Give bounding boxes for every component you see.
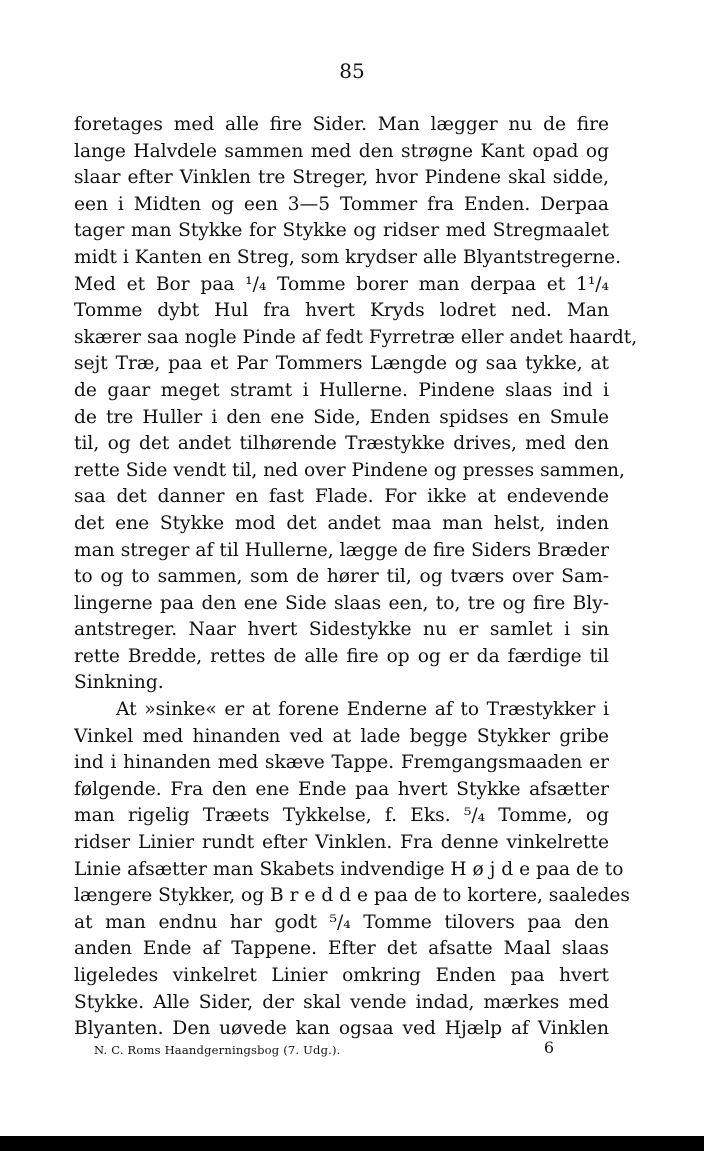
text-line: Blyanten. Den uøvede kan ogsaa ved Hjælp af Vinklen — [74, 1018, 609, 1040]
text-line: ridser Linier rundt efter Vinklen. Fra denne vinkelrette — [74, 832, 609, 854]
text-line: rette Bredde, rettes de alle fire op og er da færdige til — [74, 645, 609, 667]
text-line: længere Stykker, og B r e d d e paa de to kortere, saaledes — [74, 885, 630, 907]
text-line: at man endnu har godt ⁵/₄ Tomme tilovers paa den — [74, 911, 609, 933]
paragraph-start-line: At »sinke« er at forene Enderne af to Træstykker i — [116, 699, 609, 721]
body-text — [74, 112, 638, 1043]
text-line: een i Midten og een 3—5 Tommer fra Enden. Derpaa — [74, 193, 609, 215]
text-line: rette Side vendt til, ned over Pindene og presses sammen, — [74, 459, 625, 481]
page-number: 85 — [339, 59, 365, 83]
text-line: Stykke. Alle Sider, der skal vende indad, mærkes med — [74, 991, 609, 1013]
text-line: antstreger. Naar hvert Sidestykke nu er samlet i sin — [74, 619, 609, 641]
text-line: de gaar meget stramt i Hullerne. Pindene slaas ind i — [74, 379, 609, 401]
text-line: de tre Huller i den ene Side, Enden spidses en Smule — [74, 406, 609, 428]
text-line: man streger af til Hullerne, lægge de fire Siders Bræder — [74, 539, 609, 561]
text-line: man rigelig Træets Tykkelse, f. Eks. ⁵/₄ Tomme, og — [74, 805, 609, 827]
text-line: anden Ende af Tappene. Efter det afsatte Maal slaas — [74, 938, 609, 960]
text-line: saa det danner en fast Flade. For ikke at endevende — [74, 486, 609, 508]
text-line: følgende. Fra den ene Ende paa hvert Stykke afsætter — [74, 778, 609, 800]
text-line: to og to sammen, som de hører til, og tværs over Sam- — [74, 566, 609, 588]
text-line: Med et Bor paa ¹/₄ Tomme borer man derpaa et 1¹/₄ — [74, 273, 609, 295]
text-line: det ene Stykke mod det andet maa man helst, inden — [74, 512, 609, 534]
sheet-number: 6 — [543, 1038, 554, 1057]
text-line: Tomme dybt Hul fra hvert Kryds lodret ned. Man — [74, 300, 609, 322]
scan-edge-bar — [0, 1136, 704, 1151]
paragraph-end-line: Sinkning. — [74, 672, 164, 694]
text-line: sejt Træ, paa et Par Tommers Længde og saa tykke, at — [74, 353, 609, 375]
text-line: Vinkel med hinanden ved at lade begge Stykker gribe — [74, 725, 609, 747]
text-line: midt i Kanten en Streg, som krydser alle Blyantstregerne. — [74, 246, 622, 268]
footer-signature: N. C. Roms Haandgerningsbog (7. Udg.). — [94, 1043, 341, 1057]
text-line: lange Halvdele sammen med den strøgne Kant opad og — [74, 140, 609, 162]
text-line: foretages med alle fire Sider. Man lægger nu de fire — [74, 114, 609, 135]
text-line: Linie afsætter man Skabets indvendige H ø j d e paa de to — [74, 858, 624, 880]
text-line: lingerne paa den ene Side slaas een, to, tre og fire Bly- — [74, 592, 609, 614]
text-line: til, og det andet tilhørende Træstykke drives, med den — [74, 433, 609, 455]
text-line: slaar efter Vinklen tre Streger, hvor Pindene skal sidde, — [74, 167, 609, 189]
text-line: skærer saa nogle Pinde af fedt Fyrretræ eller andet haardt, — [74, 326, 638, 348]
text-line: ind i hinanden med skæve Tappe. Fremgangsmaaden er — [74, 752, 609, 774]
text-line: ligeledes vinkelret Linier omkring Enden paa hvert — [74, 965, 609, 986]
text-line: tager man Stykke for Stykke og ridser med Stregmaalet — [74, 220, 609, 242]
